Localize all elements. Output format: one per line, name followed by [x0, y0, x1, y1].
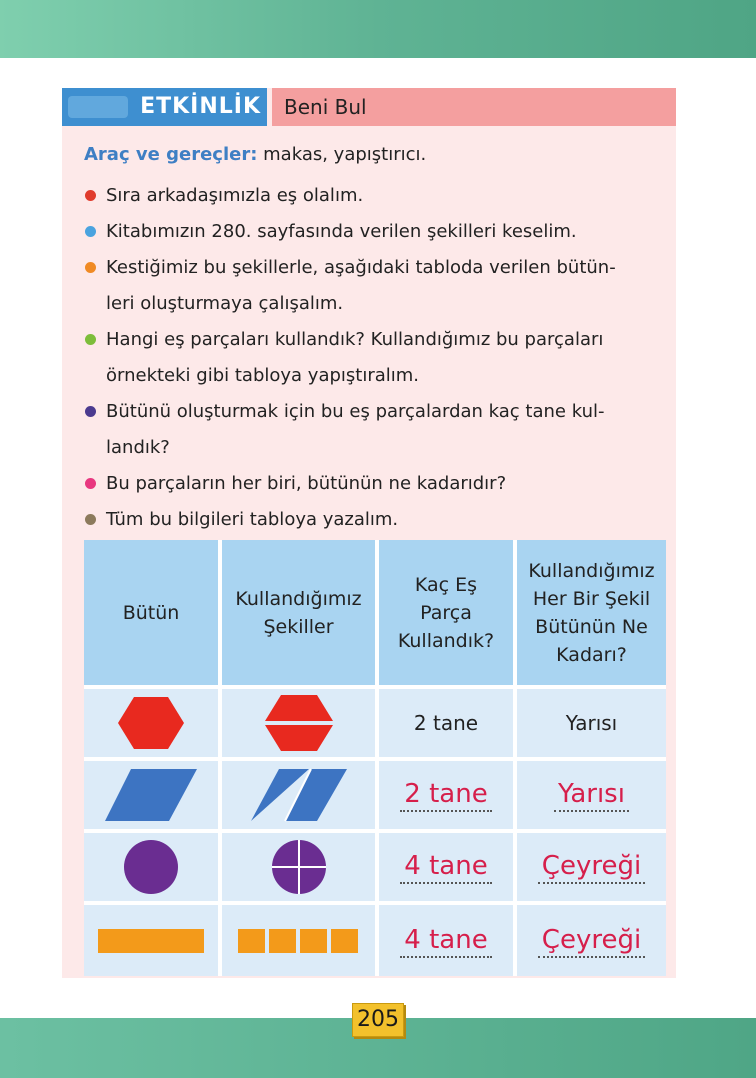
row3-count-answer: 4 tane: [400, 850, 491, 884]
activity-logo: [68, 96, 128, 118]
materials-text: makas, yapıştırıcı.: [263, 144, 427, 165]
instruction-item: [84, 214, 664, 250]
instruction-item: [84, 394, 664, 466]
bullet-dot-icon: [85, 334, 96, 345]
instruction-text: Bütünü oluşturmak için bu eş parçalardan kaç tane kul-: [106, 401, 605, 422]
header-fraction-line2: Her Bir Şekil: [532, 587, 651, 610]
header-used-shapes: [222, 540, 375, 685]
header-fraction: [517, 540, 666, 685]
row4-used-shapes: [222, 905, 375, 976]
row2-count-answer: 2 tane: [400, 778, 491, 812]
bullet-dot-icon: [85, 226, 96, 237]
header-piece-count-line1: Kaç Eş: [414, 573, 478, 596]
row2-fraction-answer: Yarısı: [554, 778, 629, 812]
instruction-text-cont: landık?: [106, 437, 170, 458]
instruction-list: [84, 178, 664, 538]
row1-count-text: 2 tane: [413, 711, 479, 735]
header-used-shapes-line2: Şekiller: [263, 615, 334, 638]
activity-header: [62, 88, 676, 126]
row3-fraction: [517, 833, 666, 901]
bullet-dot-icon: [85, 478, 96, 489]
row4-count-answer: 4 tane: [400, 924, 491, 958]
parallelogram-icon: [103, 767, 199, 823]
instruction-item: [84, 250, 664, 322]
row1-fraction-text: Yarısı: [565, 711, 618, 735]
activity-badge: [62, 88, 267, 126]
header-fraction-line3: Bütünün Ne: [535, 615, 648, 638]
row1-fraction: [517, 689, 666, 757]
row4-whole-shape: [84, 905, 218, 976]
hexagon-icon: [116, 695, 186, 751]
row3-count: [379, 833, 513, 901]
activity-badge-label: ETKİNLİK: [140, 94, 261, 119]
row1-count: [379, 689, 513, 757]
row3-fraction-answer: Çeyreği: [538, 850, 645, 884]
row2-whole-shape: [84, 761, 218, 829]
header-piece-count-line2: Parça: [420, 601, 472, 624]
fraction-table: [84, 540, 666, 976]
header-whole: [84, 540, 218, 685]
bullet-dot-icon: [85, 262, 96, 273]
row2-used-shapes: [222, 761, 375, 829]
instruction-text: Tüm bu bilgileri tabloya yazalım.: [106, 509, 399, 530]
instruction-text: Sıra arkadaşımızla eş olalım.: [106, 185, 364, 206]
instruction-item: [84, 322, 664, 394]
page-number: 205: [352, 1003, 404, 1037]
row2-count: [379, 761, 513, 829]
materials-label: Araç ve gereçler:: [84, 144, 258, 165]
instruction-text: Hangi eş parçaları kullandık? Kullandığımız bu parçaları: [106, 329, 604, 350]
row2-fraction: [517, 761, 666, 829]
instruction-text: Bu parçaların her biri, bütünün ne kadarıdır?: [106, 473, 507, 494]
triangle-halves-icon: [249, 766, 349, 824]
instruction-text: Kitabımızın 280. sayfasında verilen şekilleri keselim.: [106, 221, 577, 242]
rectangle-quarters-icon: [236, 927, 362, 955]
header-used-shapes-line1: Kullandığımız: [235, 587, 362, 610]
half-hexagons-icon: [263, 693, 335, 753]
row3-whole-shape: [84, 833, 218, 901]
header-fraction-line1: Kullandığımız: [528, 559, 655, 582]
row4-fraction-answer: Çeyreği: [538, 924, 645, 958]
bullet-dot-icon: [85, 406, 96, 417]
instruction-item: [84, 466, 664, 502]
materials-line: [84, 144, 426, 165]
row4-count: [379, 905, 513, 976]
bullet-dot-icon: [85, 514, 96, 525]
bullet-dot-icon: [85, 190, 96, 201]
header-piece-count-line3: Kullandık?: [397, 629, 495, 652]
instruction-text-cont: leri oluşturmaya çalışalım.: [106, 293, 344, 314]
rectangle-icon: [96, 927, 206, 955]
circle-icon: [122, 838, 180, 896]
header-fraction-line4: Kadarı?: [556, 643, 627, 666]
activity-panel: [62, 88, 676, 978]
row1-used-shapes: [222, 689, 375, 757]
instruction-text-cont: örnekteki gibi tabloya yapıştıralım.: [106, 365, 420, 386]
header-whole-label: Bütün: [122, 601, 180, 624]
row4-fraction: [517, 905, 666, 976]
instruction-item: [84, 502, 664, 538]
row3-used-shapes: [222, 833, 375, 901]
top-decorative-band: [0, 0, 756, 58]
row1-whole-shape: [84, 689, 218, 757]
header-piece-count: [379, 540, 513, 685]
instruction-item: [84, 178, 664, 214]
activity-title: Beni Bul: [272, 88, 676, 126]
instruction-text: Kestiğimiz bu şekillerle, aşağıdaki tabloda verilen bütün-: [106, 257, 616, 278]
quartered-circle-icon: [270, 838, 328, 896]
